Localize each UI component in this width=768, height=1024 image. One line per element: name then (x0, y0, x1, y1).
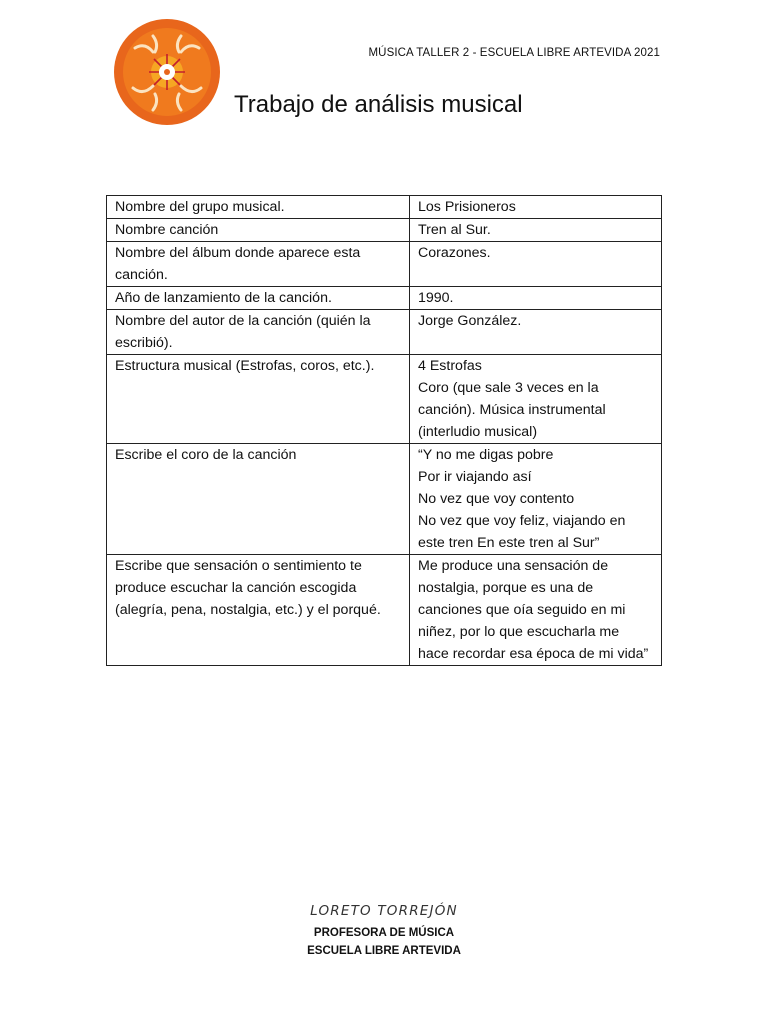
question-cell: Nombre del grupo musical. (115, 199, 285, 215)
table-row (107, 219, 662, 242)
answer-cell: Corazones. (418, 245, 491, 261)
answer-cell: 1990. (418, 290, 454, 306)
question-cell: Nombre del autor de la canción (quién la escribió). (115, 313, 371, 351)
question-cell: Escribe el coro de la canción (115, 447, 297, 463)
course-header: MÚSICA TALLER 2 - ESCUELA LIBRE ARTEVIDA 2021 (368, 47, 660, 59)
page-title: Trabajo de análisis musical (234, 91, 523, 118)
table-row (107, 242, 662, 287)
question-cell: Nombre canción (115, 222, 219, 238)
answer-cell: Los Prisioneros (418, 199, 516, 215)
question-cell: Escribe que sensación o sentimiento te produce escuchar la canción escogida (alegría, pena, nostalgia, etc.) y el porqué. (115, 558, 381, 618)
answer-cell: Tren al Sur. (418, 222, 491, 238)
table-row (107, 310, 662, 355)
answer-cell: Jorge González. (418, 313, 522, 329)
answer-cell: 4 Estrofas Coro (que sale 3 veces en la canción). Música instrumental (interludio musical) (418, 358, 606, 440)
teacher-role: PROFESORA DE MÚSICA (313, 927, 455, 939)
table-row (107, 555, 662, 666)
sun-dancers-logo (113, 18, 221, 126)
table-row (107, 287, 662, 310)
teacher-signature: LORETO TORREJÓN (310, 903, 458, 919)
table-row (107, 196, 662, 219)
answer-cell: “Y no me digas pobre Por ir viajando así No vez que voy contento No vez que voy feliz, viajando en este tren En este tren al Sur” (418, 447, 626, 551)
table-row (107, 355, 662, 444)
question-cell: Estructura musical (Estrofas, coros, etc.). (115, 358, 375, 374)
table-row (107, 444, 662, 555)
question-cell: Nombre del álbum donde aparece esta canción. (115, 245, 361, 283)
question-cell: Año de lanzamiento de la canción. (115, 290, 332, 306)
answer-cell: Me produce una sensación de nostalgia, porque es una de canciones que oía seguido en mi niñez, por lo que escucharla me hace recordar esa época de mi vida” (418, 558, 649, 662)
analysis-table (106, 195, 662, 666)
school-name: ESCUELA LIBRE ARTEVIDA (307, 945, 461, 957)
